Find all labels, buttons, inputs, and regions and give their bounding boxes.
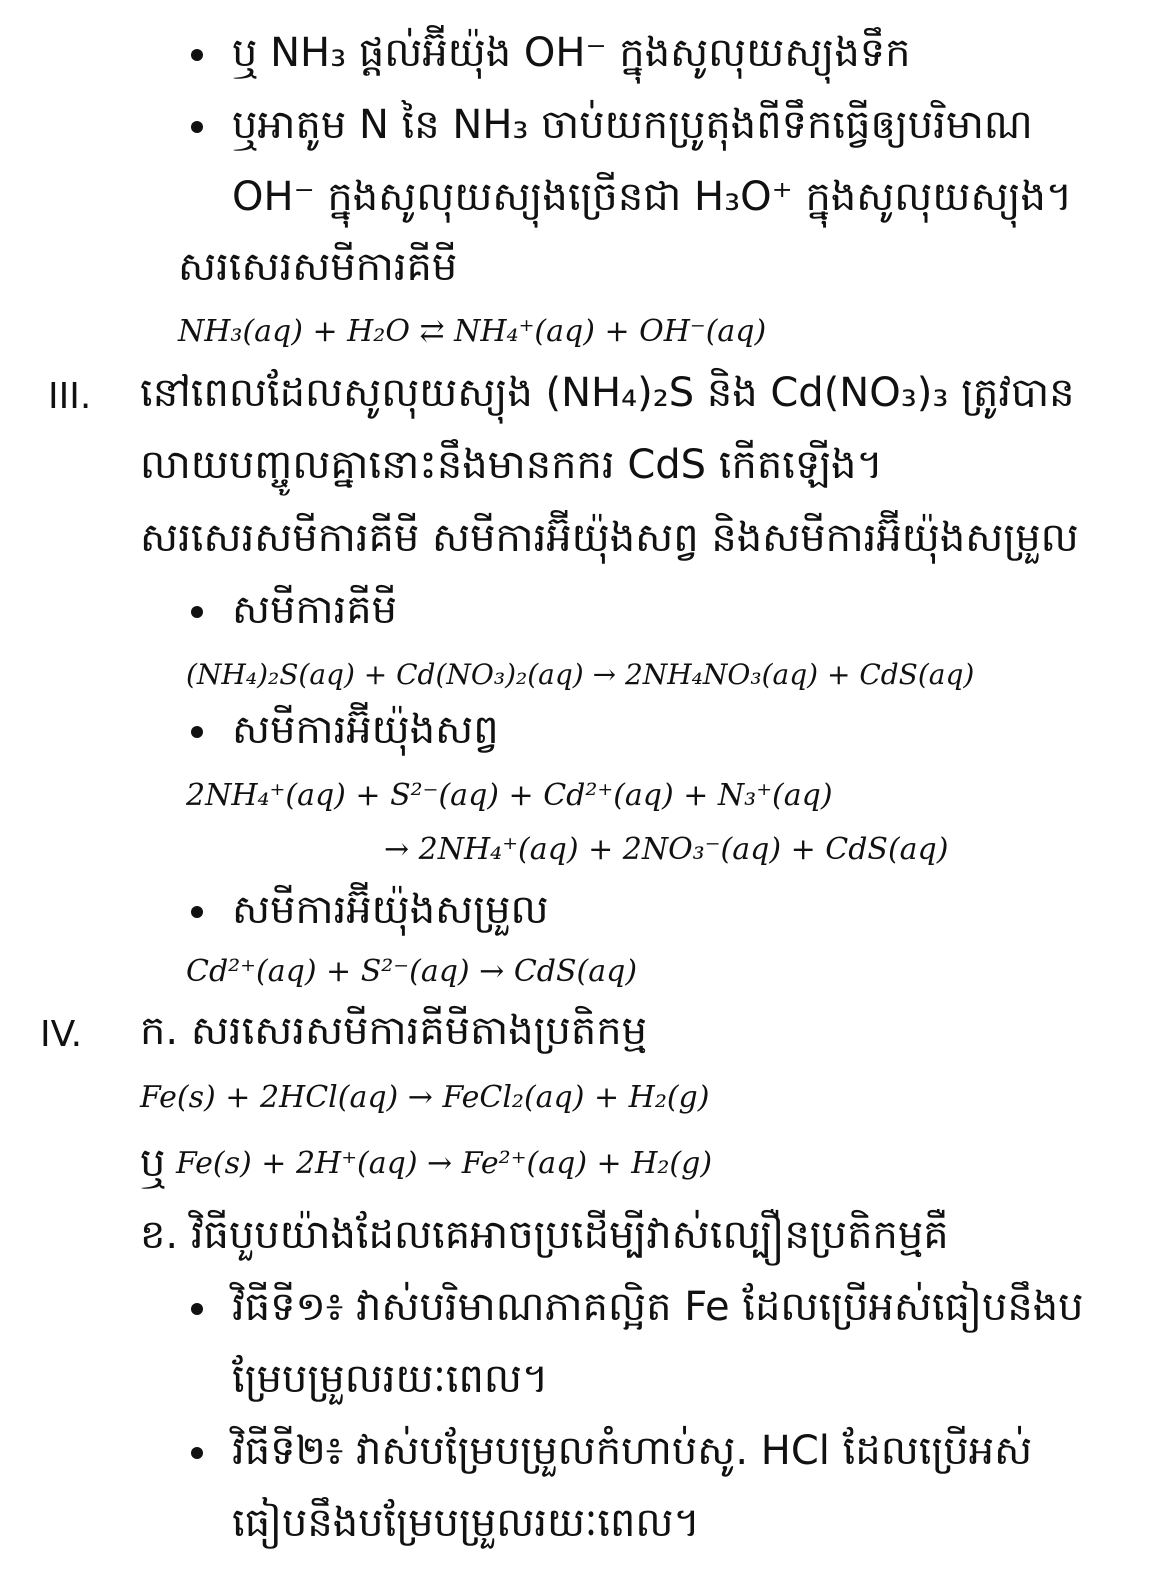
bullet-dot: [191, 49, 203, 61]
bullet-dot: [191, 906, 203, 918]
full-ionic-equation-line1: 2NH₄⁺(aq) + S²⁻(aq) + Cd²⁺(aq) + N₃⁺(aq): [186, 778, 833, 813]
part3-text-line2: លាយបញ្ចូលគ្នានោះនឹងមានកករ CdS កើតឡើង។: [140, 442, 883, 488]
section-numeral-iv: IV.: [40, 1014, 83, 1055]
full-ionic-equation-line2: → 2NH₄⁺(aq) + 2NO₃⁻(aq) + CdS(aq): [384, 832, 949, 867]
section-numeral-iii: III.: [48, 376, 92, 417]
bullet-dot: [191, 121, 203, 133]
bullet-dot: [191, 726, 203, 738]
part2-bullet2-line2: OH⁻ ក្នុងសូលុយស្យុងច្រើនជា H₃O⁺ ក្នុងសូលុយស្យុង។: [232, 174, 1073, 220]
net-ionic-equation-label: សមីការអ៊ីយ៉ុងសម្រួល: [232, 887, 549, 933]
method1-line2: ម្រែបម្រួលរយៈពេល។: [232, 1356, 549, 1402]
bullet-dot: [191, 1303, 203, 1315]
bullet-dot: [191, 606, 203, 618]
part2-equation: NH₃(aq) + H₂O ⇄ NH₄⁺(aq) + OH⁻(aq): [178, 314, 767, 349]
bullet-dot: [191, 1447, 203, 1459]
part4-sub-a-label: ក. សរសេរសមីការគីមីតាងប្រតិកម្ម: [140, 1008, 648, 1054]
full-ionic-equation-label: សមីការអ៊ីយ៉ុងសព្វ: [232, 707, 499, 753]
part4-equation-2: Fe(s) + 2H⁺(aq) → Fe²⁺(aq) + H₂(g): [176, 1146, 713, 1181]
part3-text-line3: សរសេរសមីការគីមី សមីការអ៊ីយ៉ុងសព្វ និងសមីការអ៊ីយ៉ុងសម្រួល: [140, 515, 1079, 561]
part4-equation-1: Fe(s) + 2HCl(aq) → FeCl₂(aq) + H₂(g): [140, 1080, 710, 1115]
net-ionic-equation: Cd²⁺(aq) + S²⁻(aq) → CdS(aq): [186, 954, 638, 989]
part2-bullet2-line1: ឬអាតូម N នៃ NH₃ ចាប់យកប្រូតុងពីទឹកធ្វើឲ្យបរិមាណ: [232, 102, 1033, 148]
part4-sub-b-label: ខ. វិធីបួបយ៉ាងដែលគេអាចប្រដើម្បីវាស់ល្បឿនប្រតិកម្មគឺ: [140, 1212, 949, 1258]
part2-write-equation-label: សរសេរសមីការគីមី: [178, 244, 458, 290]
method2-line2: ធៀបនឹងបម្រែបម្រួលរយៈពេល។: [232, 1500, 700, 1546]
part3-text-line1: នៅពេលដែលសូលុយស្យុង (NH₄)₂S និង Cd(NO₃)₃ ត្រូវបាន: [140, 370, 1075, 416]
method2-line1: វិធីទី២៖ វាស់បម្រែបម្រួលកំហាប់សូ. HCl ដែលប្រើអស់: [232, 1428, 1033, 1474]
method1-line1: វិធីទី១៖ វាស់បរិមាណភាគល្អិត Fe ដែលប្រើអស់ធៀបនឹងប: [232, 1284, 1084, 1330]
part2-bullet1: ឬ NH₃ ផ្តល់អ៊ីយ៉ុង OH⁻ ក្នុងសូលុយស្យុងទឹក: [232, 30, 911, 76]
chemical-equation-label: សមីការគីមី: [232, 587, 398, 633]
chemical-equation: (NH₄)₂S(aq) + Cd(NO₃)₂(aq) → 2NH₄NO₃(aq) + CdS(aq): [186, 658, 975, 691]
part4-equation-2-prefix: ឬ: [140, 1140, 166, 1186]
